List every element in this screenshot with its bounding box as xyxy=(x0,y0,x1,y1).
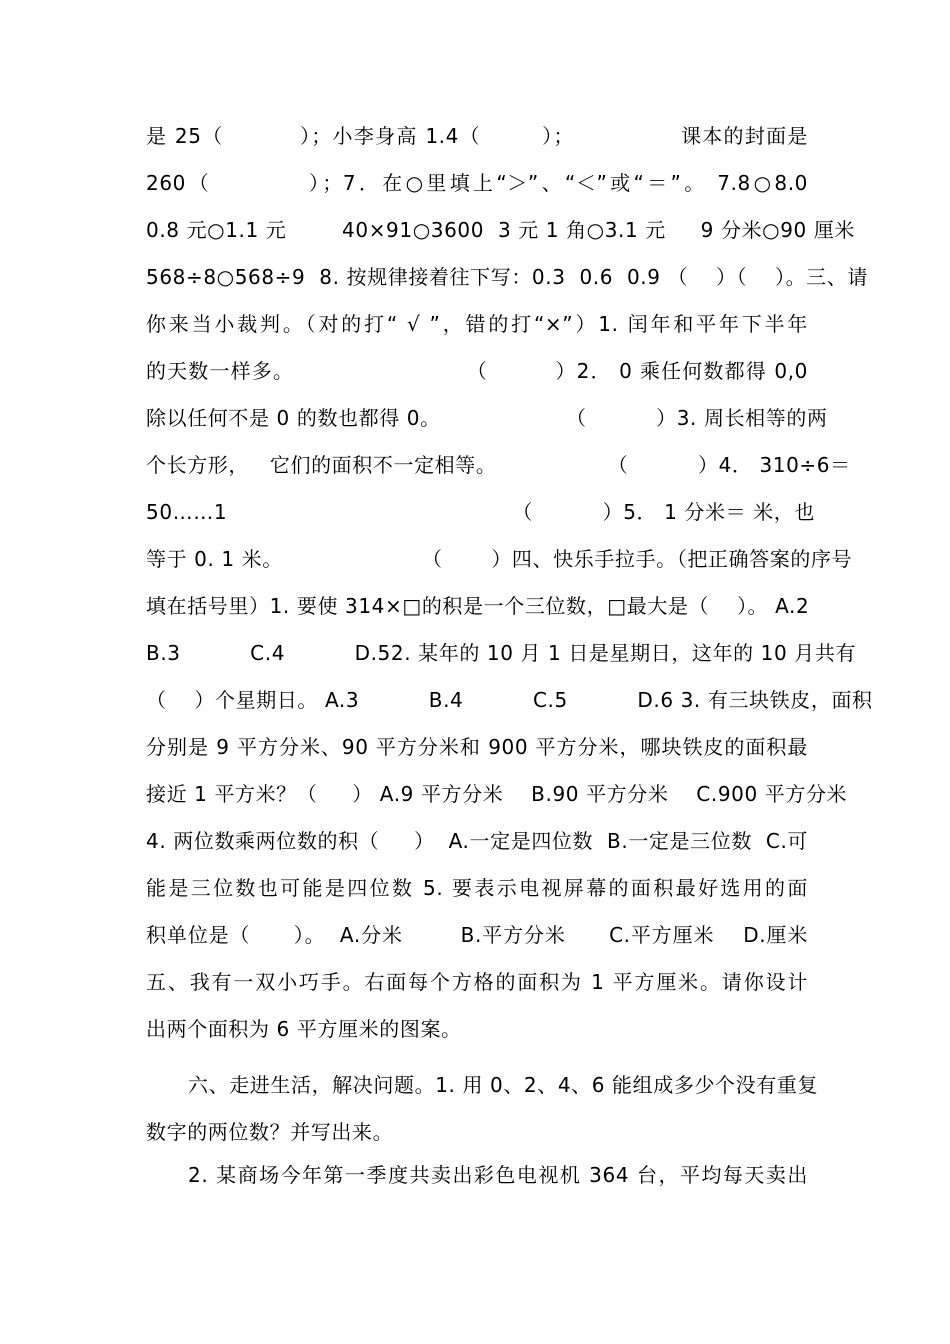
text-line: 填在括号里）1. 要使 314×□的积是一个三位数，□最大是（ ）。 A.2 xyxy=(146,594,810,618)
text-line: 积单位是（ ）。 A.分米 B.平方分米 C.平方厘米 D.厘米 xyxy=(146,923,808,947)
text-line: 分别是 9 平方分米、90 平方分米和 900 平方分米，哪块铁皮的面积最 xyxy=(146,735,808,759)
text-line: 个长方形， 它们的面积不一定相等。 （ ）4． 310÷6＝ xyxy=(146,453,851,477)
text-line: 除以任何不是 0 的数也都得 0。 （ ）3. 周长相等的两 xyxy=(146,406,828,430)
text-line: 出两个面积为 6 平方厘米的图案。 xyxy=(146,1017,462,1041)
text-line: 2. 某商场今年第一季度共卖出彩色电视机 364 台，平均每天卖出 xyxy=(188,1163,808,1187)
text-line: 五、我有一双小巧手。右面每个方格的面积为 1 平方厘米。请你设计 xyxy=(146,970,808,994)
text-line: 接近 1 平方米？（ ） A.9 平方分米 B.90 平方分米 C.900 平方分米 xyxy=(146,782,848,806)
text-line: 260（ ）；7．在○里填上“＞”、“＜”或“＝”。 7.8○8.0 xyxy=(146,171,808,195)
text-line: 50……1 （ ）5． 1 分米＝ 米，也 xyxy=(146,500,815,524)
text-line: 的天数一样多。 （ ）2． 0 乘任何数都得 0,0 xyxy=(146,359,808,383)
text-line: 0.8 元○1.1 元 40×91○3600 3 元 1 角○3.1 元 9 分米○90 厘米 xyxy=(146,218,856,242)
text-line: 你来当小裁判。（对的打“ √ ”，错的打“×”）1. 闰年和平年下半年 xyxy=(146,312,808,336)
text-line: 568÷8○568÷9 8. 按规律接着往下写：0.3 0.6 0.9 （ ）（ ）。三、请 xyxy=(146,265,868,289)
text-line: 等于 0. 1 米。 （ ）四、快乐手拉手。（把正确答案的序号 xyxy=(146,547,853,571)
text-line: 数字的两位数？并写出来。 xyxy=(146,1120,394,1144)
text-line: B.3 C.4 D.52. 某年的 10 月 1 日是星期日，这年的 10 月共有 xyxy=(146,641,857,665)
text-line: 六、走进生活，解决问题。1. 用 0、2、4、6 能组成多少个没有重复 xyxy=(188,1073,819,1097)
text-line: （ ）个星期日。 A.3 B.4 C.5 D.6 3. 有三块铁皮，面积 xyxy=(146,688,873,712)
text-line: 能是三位数也可能是四位数 5. 要表示电视屏幕的面积最好选用的面 xyxy=(146,876,808,900)
text-line: 4. 两位数乘两位数的积（ ） A.一定是四位数 B.一定是三位数 C.可 xyxy=(146,829,808,853)
text-line: 是 25（ ）；小李身高 1.4（ ）； 课本的封面是 xyxy=(146,124,808,148)
